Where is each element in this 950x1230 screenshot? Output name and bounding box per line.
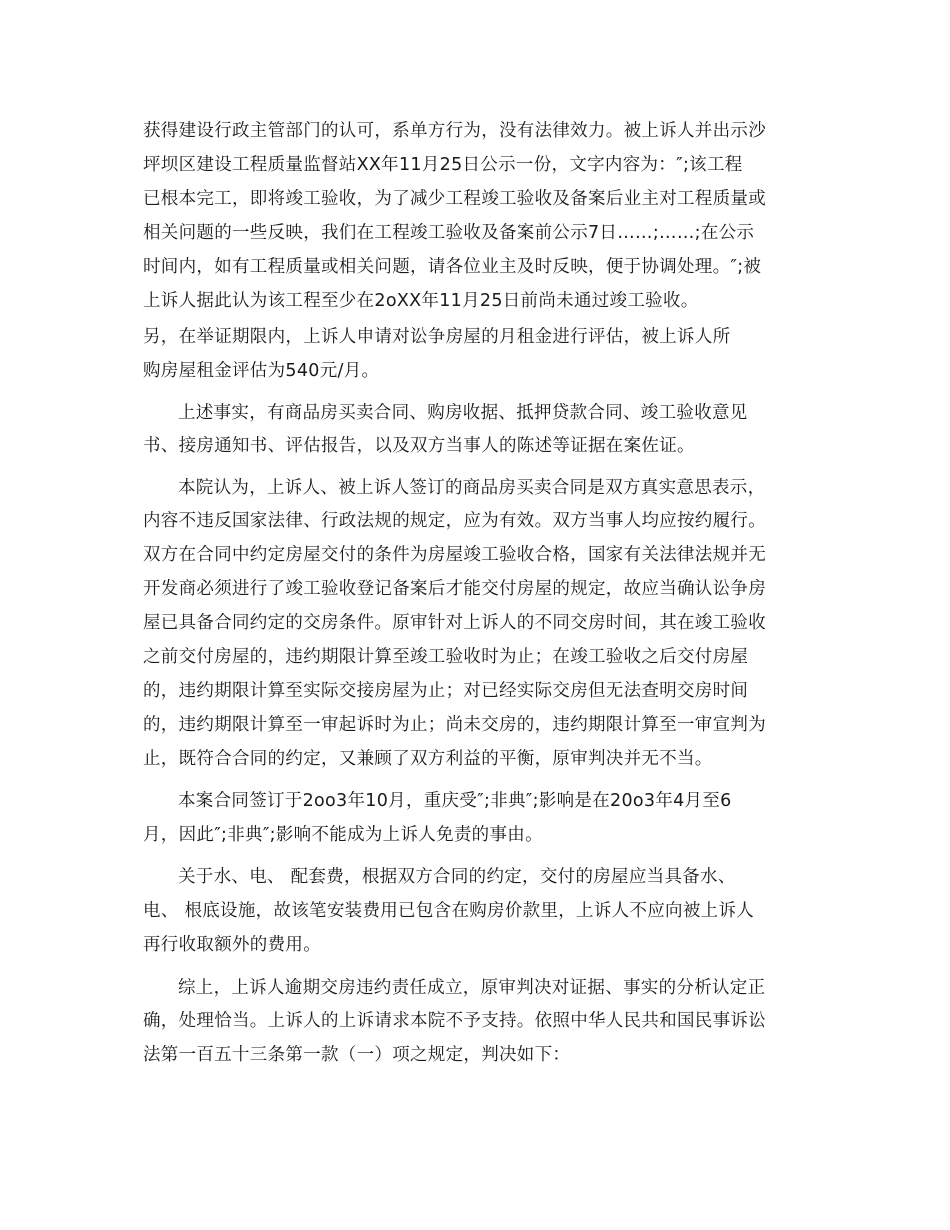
text-line: 书、接房通知书、评估报告，以及双方当事人的陈述等证据在案佐证。	[143, 436, 695, 456]
text-line: 开发商必须进行了竣工验收登记备案后才能交付房屋的规定，故应当确认讼争房	[143, 579, 766, 599]
text-line: 已根本完工，即将竣工验收，为了减少工程竣工验收及备案后业主对工程质量或	[143, 189, 766, 209]
text-line: 坪坝区建设工程质量监督站XX年11月25日公示一份，文字内容为：″;该工程	[143, 155, 743, 175]
text-line: 的，违约期限计算至实际交接房屋为止；对已经实际交房但无法查明交房时间	[143, 681, 749, 701]
text-line: 本案合同签订于2oo3年10月，重庆受″;非典″;影响是在20o3年4月至6	[178, 791, 732, 811]
text-line: 的，违约期限计算至一审起诉时为止；尚未交房的，违约期限计算至一审宣判为	[143, 715, 766, 735]
text-line: 购房屋租金评估为540元/月。	[143, 361, 380, 381]
text-line: 内容不违反国家法律、行政法规的规定，应为有效。双方当事人均应按约履行。	[143, 511, 766, 531]
text-line: 确，处理恰当。上诉人的上诉请求本院不予支持。依照中华人民共和国民事诉讼	[143, 1011, 766, 1031]
text-line: 综上，上诉人逾期交房违约责任成立，原审判决对证据、事实的分析认定正	[178, 978, 766, 998]
text-line: 另，在举证期限内，上诉人申请对讼争房屋的月租金进行评估，被上诉人所	[143, 327, 731, 347]
text-line: 关于水、电、 配套费，根据双方合同的约定，交付的房屋应当具备水、	[178, 867, 736, 887]
text-line: 月，因此″;非典″;影响不能成为上诉人免责的事由。	[143, 825, 543, 845]
text-line: 屋已具备合同约定的交房条件。原审针对上诉人的不同交房时间，其在竣工验收	[143, 613, 766, 633]
text-line: 电、 根底设施，故该笔安装费用已包含在购房价款里，上诉人不应向被上诉人	[143, 901, 755, 921]
text-line: 上诉人据此认为该工程至少在2oXX年11月25日前尚未通过竣工验收。	[143, 291, 699, 311]
text-line: 双方在合同中约定房屋交付的条件为房屋竣工验收合格，国家有关法律法规并无	[143, 545, 766, 565]
text-line: 相关问题的一些反映，我们在工程竣工验收及备案前公示7日……;……;在公示	[143, 223, 755, 243]
text-line: 再行收取额外的费用。	[143, 935, 321, 955]
text-line: 止，既符合合同的约定，又兼顾了双方利益的平衡，原审判决并无不当。	[143, 749, 713, 769]
text-line: 获得建设行政主管部门的认可，系单方行为，没有法律效力。被上诉人并出示沙	[143, 121, 766, 141]
text-line: 之前交付房屋的，违约期限计算至竣工验收时为止；在竣工验收之后交付房屋	[143, 647, 749, 667]
text-line: 时间内，如有工程质量或相关问题，请各位业主及时反映，便于协调处理。″;被	[143, 257, 762, 277]
text-line: 上述事实，有商品房买卖合同、购房收据、抵押贷款合同、竣工验收意见	[178, 403, 748, 423]
text-line: 法第一百五十三条第一款（一）项之规定，判决如下：	[143, 1045, 571, 1065]
text-line: 本院认为，上诉人、被上诉人签订的商品房买卖合同是双方真实意思表示，	[178, 478, 766, 498]
